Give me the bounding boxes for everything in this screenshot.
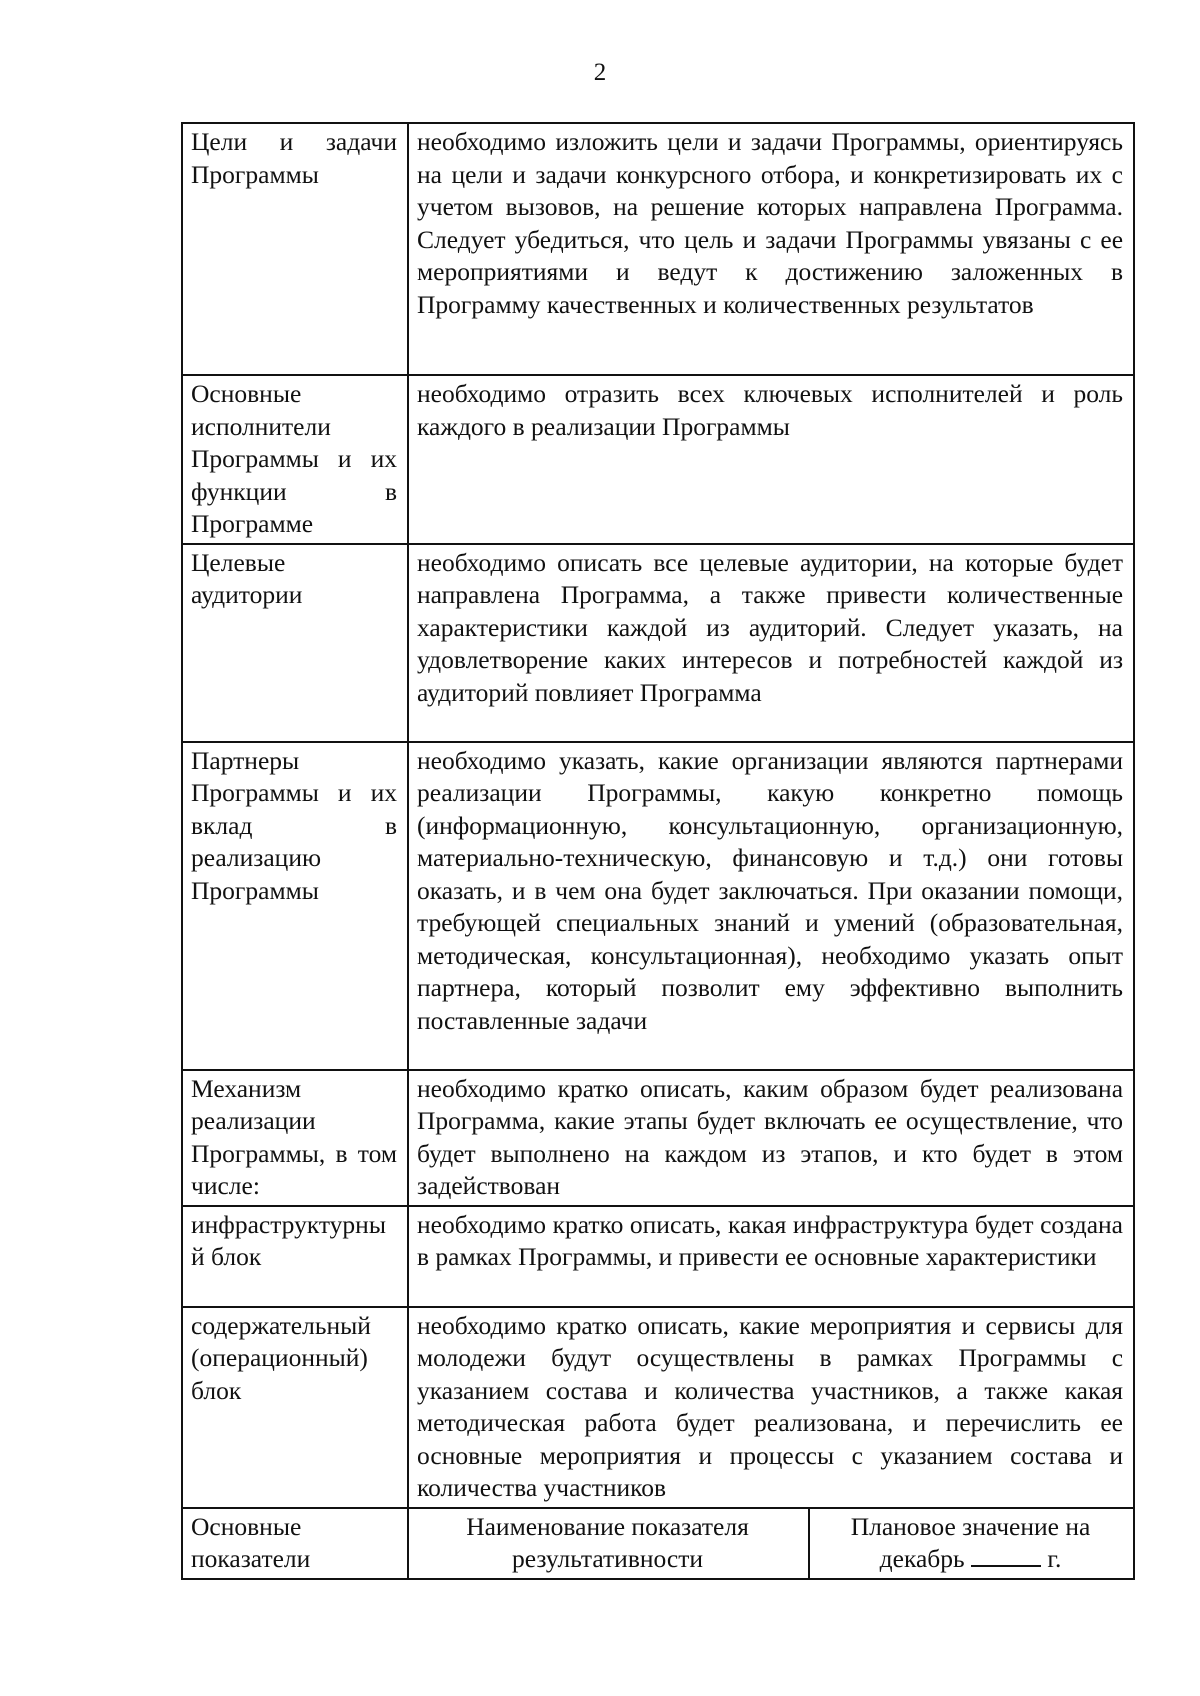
year-blank-field (971, 1543, 1041, 1567)
table-row (182, 742, 1134, 1070)
row-description: необходимо описать все целевые аудитории, на которые будет направлена Программа, а также привести количественные характеристики каждой из аудиторий. Следует указать, на удовлетворение каких интересов и потребностей каждой из аудиторий повлияет Программа (408, 544, 1134, 742)
indicator-name-header: Наименование показателя результативности (408, 1508, 809, 1579)
program-description-table (181, 122, 1135, 1580)
row-description: необходимо кратко описать, каким образом будет реализована Программа, какие этапы будет включать ее осуществление, что будет выполнено на каждом из этапов, и кто будет в этом задействован (408, 1070, 1134, 1206)
planned-value-header-prefix: Плановое значение на декабрь (850, 1511, 1091, 1573)
table-row (182, 1206, 1134, 1307)
table-row (182, 375, 1134, 544)
planned-value-header (809, 1508, 1134, 1579)
table-row (182, 123, 1134, 375)
row-label: Цели и задачи Программы (182, 123, 408, 375)
planned-value-header-suffix: г. (1047, 1544, 1062, 1573)
table-row (182, 1307, 1134, 1508)
row-label: Основные показатели (182, 1508, 408, 1579)
row-description: необходимо изложить цели и задачи Программы, ориентируясь на цели и задачи конкурсного отбора, и конкретизировать их с учетом вызовов, на решение которых направлена Программа. Следует убедиться, что цель и задачи Программы увязаны с ее мероприятиями и ведут к достижению заложенных в Программу качественных и количественных результатов (408, 123, 1134, 375)
table-row (182, 544, 1134, 742)
row-description: необходимо кратко описать, какие мероприятия и сервисы для молодежи будут осуществлены в рамках Программы с указанием состава и количества участников, а также какая методическая работа будет реализована, и перечислить ее основные мероприятия и процессы с указанием состава и количества участников (408, 1307, 1134, 1508)
row-description: необходимо указать, какие организации являются партнерами реализации Программы, какую конкретно помощь (информационную, консультационную, организационную, материально-техническую, финансовую и т.д.) они готовы оказать, и в чем она будет заключаться. При оказании помощи, требующей специальных знаний и умений (образовательная, методическая, консультационная), необходимо указать опыт партнера, который позволит ему эффективно выполнить поставленные задачи (408, 742, 1134, 1070)
row-description: необходимо кратко описать, какая инфраструктура будет создана в рамках Программы, и привести ее основные характеристики (408, 1206, 1134, 1307)
row-label: содержательный (операционный) блок (182, 1307, 408, 1508)
page-number: 2 (593, 59, 607, 86)
row-label: Партнеры Программы и их вклад в реализацию Программы (182, 742, 408, 1070)
indicators-row (182, 1508, 1134, 1579)
row-label: инфраструктурный блок (182, 1206, 408, 1307)
table-row (182, 1070, 1134, 1206)
row-label: Основные исполнители Программы и их функции в Программе (182, 375, 408, 544)
row-description: необходимо отразить всех ключевых исполнителей и роль каждого в реализации Программы (408, 375, 1134, 544)
row-label: Механизм реализации Программы, в том числе: (182, 1070, 408, 1206)
row-label: Целевые аудитории (182, 544, 408, 742)
